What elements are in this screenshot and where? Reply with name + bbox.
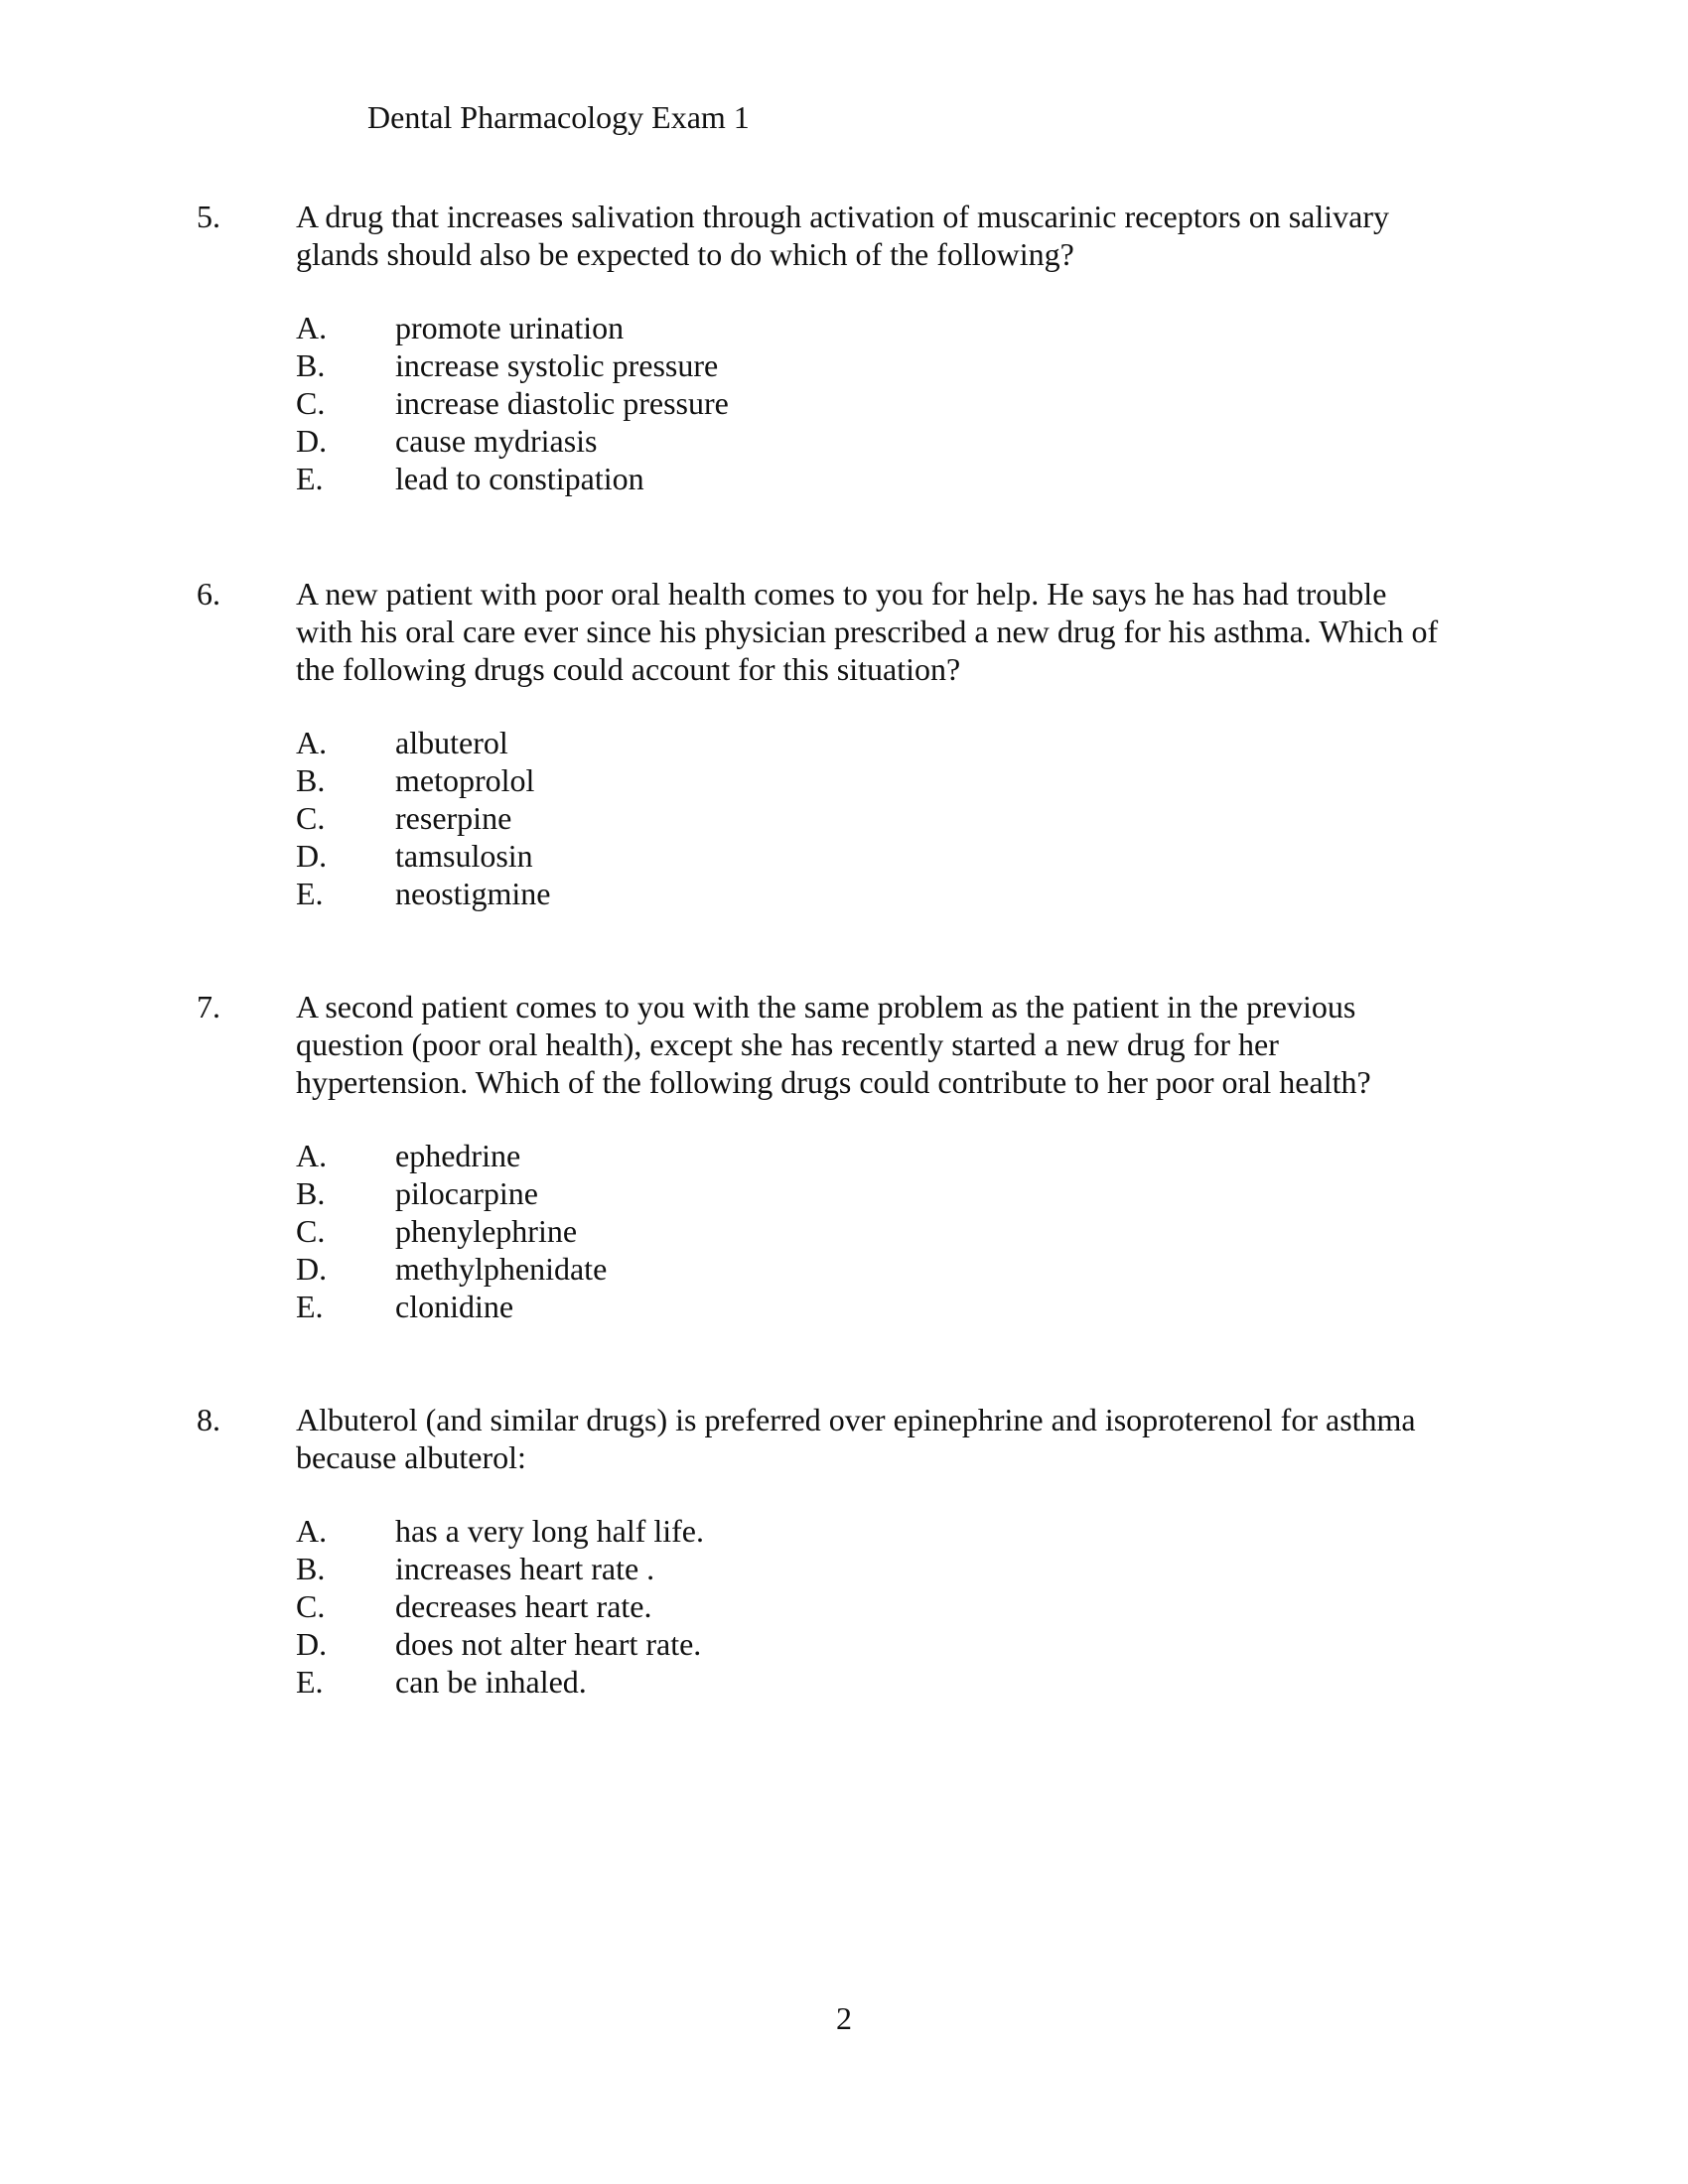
option-letter: B.: [296, 1175, 326, 1211]
question-stem: [296, 988, 1527, 1101]
answer-options: [296, 724, 1527, 912]
option-text: reserpine: [395, 800, 512, 836]
option-b: [296, 1550, 1527, 1587]
question-head: [197, 1401, 1527, 1476]
question-head: [197, 575, 1527, 688]
question-8: [197, 1401, 1527, 1701]
question-number: 7.: [197, 989, 220, 1024]
option-letter: A.: [296, 1513, 328, 1549]
option-text: increase systolic pressure: [395, 347, 719, 383]
question-stem: [296, 1401, 1527, 1476]
option-text: neostigmine: [395, 876, 551, 911]
option-letter: D.: [296, 838, 328, 874]
stem-line: because albuterol:: [296, 1439, 526, 1475]
option-text: does not alter heart rate.: [395, 1626, 702, 1662]
option-text: can be inhaled.: [395, 1664, 587, 1700]
option-b: [296, 346, 1527, 384]
option-e: [296, 875, 1527, 912]
option-text: clonidine: [395, 1289, 514, 1324]
question-stem: [296, 198, 1527, 273]
option-text: has a very long half life.: [395, 1513, 704, 1549]
option-text: increase diastolic pressure: [395, 385, 729, 421]
stem-line: Albuterol (and similar drugs) is preferred over epinephrine and isoproterenol for asthma: [296, 1402, 1416, 1437]
answer-options: [296, 309, 1527, 497]
answer-options: [296, 1137, 1527, 1325]
stem-line: glands should also be expected to do which of the following?: [296, 236, 1074, 272]
option-e: [296, 1288, 1527, 1325]
question-number: 5.: [197, 199, 220, 234]
option-letter: B.: [296, 762, 326, 798]
option-text: metoprolol: [395, 762, 535, 798]
stem-line: hypertension. Which of the following drugs could contribute to her poor oral health?: [296, 1064, 1371, 1100]
option-letter: E.: [296, 1289, 324, 1324]
page-number: 2: [836, 2000, 852, 2036]
option-text: increases heart rate .: [395, 1551, 655, 1586]
option-letter: A.: [296, 725, 328, 760]
option-letter: A.: [296, 1138, 328, 1173]
option-letter: D.: [296, 1251, 328, 1287]
stem-line: the following drugs could account for this situation?: [296, 651, 961, 687]
option-d: [296, 837, 1527, 875]
option-text: phenylephrine: [395, 1213, 578, 1249]
option-c: [296, 1587, 1527, 1625]
option-letter: C.: [296, 385, 326, 421]
question-7: [197, 988, 1527, 1325]
stem-line: question (poor oral health), except she has recently started a new drug for her: [296, 1026, 1279, 1062]
option-b: [296, 1174, 1527, 1212]
stem-line: A drug that increases salivation through activation of muscarinic receptors on salivary: [296, 199, 1389, 234]
option-d: [296, 1625, 1527, 1663]
option-letter: E.: [296, 876, 324, 911]
option-text: lead to constipation: [395, 461, 644, 496]
option-letter: B.: [296, 347, 326, 383]
question-number: 6.: [197, 576, 220, 612]
option-c: [296, 1212, 1527, 1250]
question-5: [197, 198, 1527, 497]
option-c: [296, 384, 1527, 422]
option-text: pilocarpine: [395, 1175, 538, 1211]
page-header: Dental Pharmacology Exam 1: [367, 99, 750, 135]
option-a: [296, 724, 1527, 761]
question-stem: [296, 575, 1527, 688]
option-letter: D.: [296, 423, 328, 459]
question-head: [197, 198, 1527, 273]
option-letter: C.: [296, 1588, 326, 1624]
option-a: [296, 309, 1527, 346]
option-letter: E.: [296, 461, 324, 496]
question-6: [197, 575, 1527, 912]
option-text: decreases heart rate.: [395, 1588, 652, 1624]
option-d: [296, 422, 1527, 460]
option-a: [296, 1137, 1527, 1174]
option-text: cause mydriasis: [395, 423, 598, 459]
option-text: albuterol: [395, 725, 508, 760]
option-text: tamsulosin: [395, 838, 533, 874]
option-e: [296, 1663, 1527, 1701]
option-d: [296, 1250, 1527, 1288]
option-a: [296, 1512, 1527, 1550]
option-letter: C.: [296, 800, 326, 836]
option-letter: C.: [296, 1213, 326, 1249]
question-number: 8.: [197, 1402, 220, 1437]
option-c: [296, 799, 1527, 837]
answer-options: [296, 1512, 1527, 1701]
option-letter: A.: [296, 310, 328, 345]
option-text: ephedrine: [395, 1138, 521, 1173]
stem-line: A second patient comes to you with the same problem as the patient in the previous: [296, 989, 1356, 1024]
option-letter: D.: [296, 1626, 328, 1662]
question-head: [197, 988, 1527, 1101]
stem-line: A new patient with poor oral health comes to you for help. He says he has had trouble: [296, 576, 1387, 612]
stem-line: with his oral care ever since his physician prescribed a new drug for his asthma. Which of: [296, 614, 1439, 649]
option-b: [296, 761, 1527, 799]
option-text: promote urination: [395, 310, 625, 345]
option-letter: E.: [296, 1664, 324, 1700]
option-letter: B.: [296, 1551, 326, 1586]
option-text: methylphenidate: [395, 1251, 608, 1287]
option-e: [296, 460, 1527, 497]
